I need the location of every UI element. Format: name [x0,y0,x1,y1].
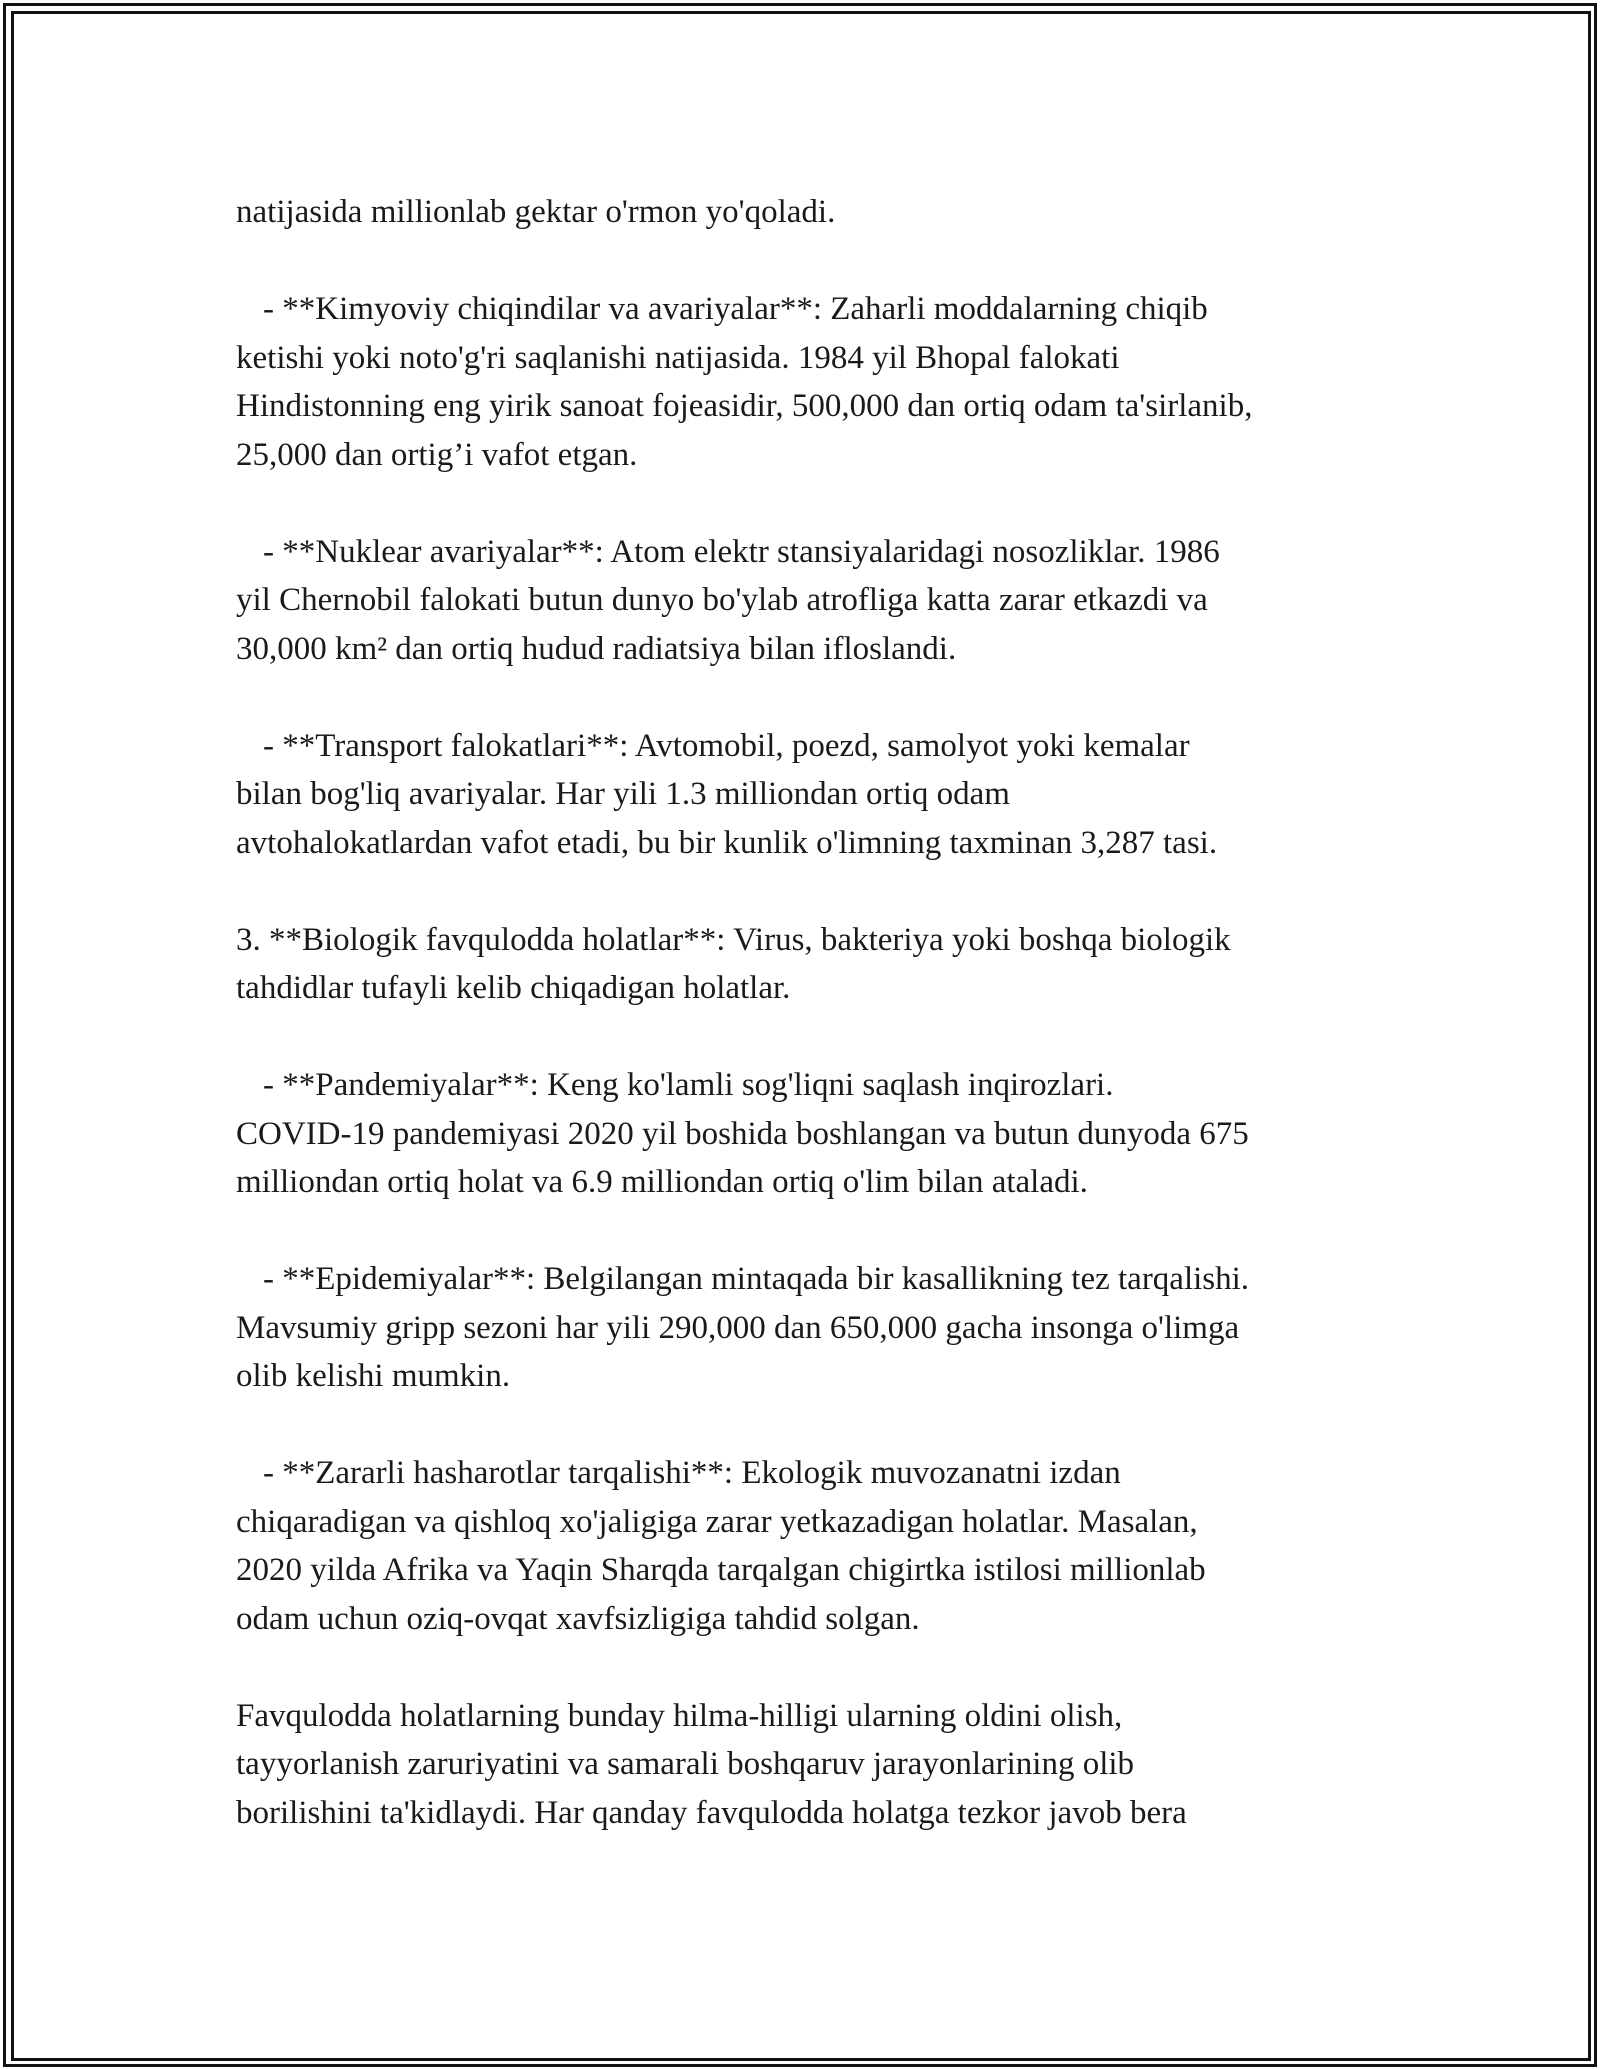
text-line [236,964,1386,1013]
text-line-content: avtohalokatlardan vafot etadi, bu bir kunlik o'limning taxminan 3,287 tasi. [236,824,1218,861]
text-line [236,1740,1386,1789]
text-line [236,1789,1386,1838]
text-line [236,1061,1386,1110]
text-line [236,916,1386,965]
text-line-content: bilan bog'liq avariyalar. Har yili 1.3 milliondan ortiq odam [236,776,1010,812]
text-line-content: milliondan ortiq holat va 6.9 milliondan ortiq o'lim bilan ataladi. [236,1164,1088,1200]
text-line-content: Favqulodda holatlarning bunday hilma-hilligi ularning oldini olish, [236,1697,1123,1734]
text-line [236,770,1386,819]
text-line [236,285,1386,334]
text-line-content: - **Epidemiyalar**: Belgilangan mintaqada bir kasallikning tez tarqalishi. [263,1261,1250,1297]
text-line-content: odam uchun oziq-ovqat xavfsizligiga tahdid solgan. [236,1600,920,1637]
text-line-content: tahdidlar tufayli kelib chiqadigan holatlar. [236,970,791,1006]
text-line [236,1498,1386,1547]
document-body [236,188,1386,1837]
paragraph-biological-emergencies [236,916,1386,1013]
text-line [236,188,1386,237]
text-line [236,722,1386,771]
text-line [236,334,1386,383]
text-line [236,1304,1386,1353]
text-line [236,1352,1386,1401]
text-line [236,1110,1386,1159]
text-line [236,1449,1386,1498]
text-line [236,1595,1386,1644]
text-line-content: COVID-19 pandemiyasi 2020 yil boshida boshlangan va butun dunyoda 675 [236,1115,1249,1152]
text-line-content: olib kelishi mumkin. [236,1358,511,1394]
text-line-content: ketishi yoki noto'g'ri saqlanishi natijasida. 1984 yil Bhopal falokati [236,339,1120,376]
text-line-content: - **Transport falokatlari**: Avtomobil, poezd, samolyot yoki kemalar [263,727,1190,764]
text-line [236,1546,1386,1595]
text-line-content: chiqaradigan va qishloq xo'jaligiga zarar yetkazadigan holatlar. Masalan, [236,1503,1198,1540]
paragraph-pests [236,1449,1386,1643]
paragraph-pandemics [236,1061,1386,1207]
text-line-content: Hindistonning eng yirik sanoat fojeasidir, 500,000 dan ortiq odam ta'sirlanib, [236,388,1253,424]
text-line-content: - **Kimyoviy chiqindilar va avariyalar**: Zaharli moddalarning chiqib [263,291,1208,327]
paragraph-epidemics [236,1255,1386,1401]
text-line-content: 3. **Biologik favqulodda holatlar**: Virus, bakteriya yoki boshqa biologik [236,921,1231,958]
text-line [236,576,1386,625]
text-line [236,819,1386,868]
paragraph-nuclear-accidents [236,528,1386,674]
text-line-content: - **Zararli hasharotlar tarqalishi**: Ekologik muvozanatni izdan [263,1455,1121,1491]
paragraph-chemical-waste [236,285,1386,479]
text-line [236,1692,1386,1741]
text-line [236,431,1386,480]
paragraph-transport-disasters [236,722,1386,868]
text-line [236,382,1386,431]
text-line-content: 25,000 dan ortig’i vafot etgan. [236,436,638,473]
text-line-content: - **Nuklear avariyalar**: Atom elektr stansiyalaridagi nosozliklar. 1986 [263,533,1220,570]
text-line [236,625,1386,674]
text-line-content: borilishini ta'kidlaydi. Har qanday favqulodda holatga tezkor javob bera [236,1794,1187,1831]
text-line-content: yil Chernobil falokati butun dunyo bo'ylab atrofliga katta zarar etkazdi va [236,582,1208,618]
paragraph-conclusion [236,1692,1386,1838]
text-line-content: 30,000 km² dan ortiq hudud radiatsiya bilan ifloslandi. [236,630,957,667]
text-line [236,1255,1386,1304]
paragraph-forest-loss-tail [236,188,1386,237]
text-line-content: - **Pandemiyalar**: Keng ko'lamli sog'liqni saqlash inqirozlari. [263,1067,1114,1103]
text-line-content: 2020 yilda Afrika va Yaqin Sharqda tarqalgan chigirtka istilosi millionlab [236,1552,1206,1588]
text-line-content: tayyorlanish zaruriyatini va samarali boshqaruv jarayonlarining olib [236,1746,1135,1782]
text-line-content: Mavsumiy gripp sezoni har yili 290,000 dan 650,000 gacha insonga o'limga [236,1309,1240,1346]
text-line-content: natijasida millionlab gektar o'rmon yo'qoladi. [236,194,836,230]
text-line [236,1158,1386,1207]
text-line [236,528,1386,577]
